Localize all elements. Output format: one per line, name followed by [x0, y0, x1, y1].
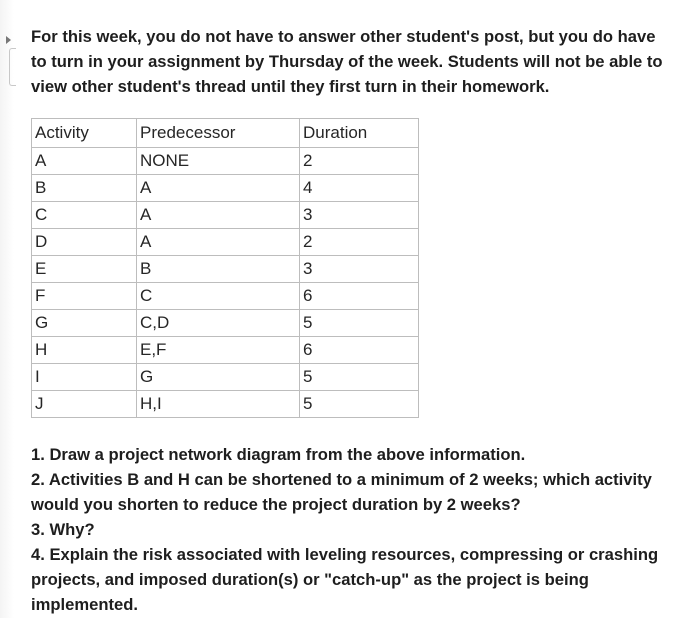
table-row	[32, 175, 419, 202]
cell-activity: E	[32, 256, 137, 283]
cell-predecessor: A	[137, 229, 300, 256]
cell-duration: 2	[300, 148, 419, 175]
cell-predecessor: A	[137, 202, 300, 229]
cell-predecessor: NONE	[137, 148, 300, 175]
cell-duration: 6	[300, 283, 419, 310]
header-duration: Duration	[300, 119, 419, 148]
cell-duration: 5	[300, 364, 419, 391]
cell-predecessor: H,I	[137, 391, 300, 418]
expand-caret-icon[interactable]	[6, 36, 11, 44]
table-row	[32, 148, 419, 175]
cell-activity: I	[32, 364, 137, 391]
cell-predecessor: E,F	[137, 337, 300, 364]
table-row	[32, 364, 419, 391]
activity-table	[31, 118, 419, 418]
question-1: 1. Draw a project network diagram from the above information.	[31, 445, 526, 464]
cell-duration: 3	[300, 256, 419, 283]
cell-duration: 4	[300, 175, 419, 202]
question-3: 3. Why?	[31, 520, 95, 539]
cell-predecessor: G	[137, 364, 300, 391]
cell-predecessor: B	[137, 256, 300, 283]
question-2: 2. Activities B and H can be shortened to a minimum of 2 weeks; which activity would you shorten to reduce the project duration by 2 weeks?	[31, 470, 652, 514]
question-4: 4. Explain the risk associated with leveling resources, compressing or crashing projects, and imposed duration(s) or "catch-up" as the project is being implemented.	[31, 545, 659, 614]
cell-duration: 5	[300, 310, 419, 337]
table-row	[32, 391, 419, 418]
cell-duration: 5	[300, 391, 419, 418]
cell-predecessor: A	[137, 175, 300, 202]
cell-duration: 3	[300, 202, 419, 229]
cell-activity: B	[32, 175, 137, 202]
cell-activity: F	[32, 283, 137, 310]
cell-activity: A	[32, 148, 137, 175]
table-row	[32, 283, 419, 310]
cell-predecessor: C,D	[137, 310, 300, 337]
cell-activity: J	[32, 391, 137, 418]
cell-duration: 6	[300, 337, 419, 364]
cell-duration: 2	[300, 229, 419, 256]
table-row	[32, 337, 419, 364]
cell-activity: D	[32, 229, 137, 256]
quote-bracket-icon	[9, 48, 16, 86]
table-header-row	[32, 119, 419, 148]
cell-activity: G	[32, 310, 137, 337]
cell-activity: H	[32, 337, 137, 364]
left-margin-strip	[0, 0, 14, 618]
header-activity: Activity	[32, 119, 137, 148]
cell-predecessor: C	[137, 283, 300, 310]
table-row	[32, 256, 419, 283]
instructions-paragraph: For this week, you do not have to answer other student's post, but you do have to turn in your assignment by Thursday of the week. Students will not be able to view other student's thread until they first turn in their homework.	[31, 27, 663, 96]
table-row	[32, 229, 419, 256]
table-row	[32, 202, 419, 229]
question-list	[31, 442, 671, 617]
header-predecessor: Predecessor	[137, 119, 300, 148]
cell-activity: C	[32, 202, 137, 229]
table-row	[32, 310, 419, 337]
